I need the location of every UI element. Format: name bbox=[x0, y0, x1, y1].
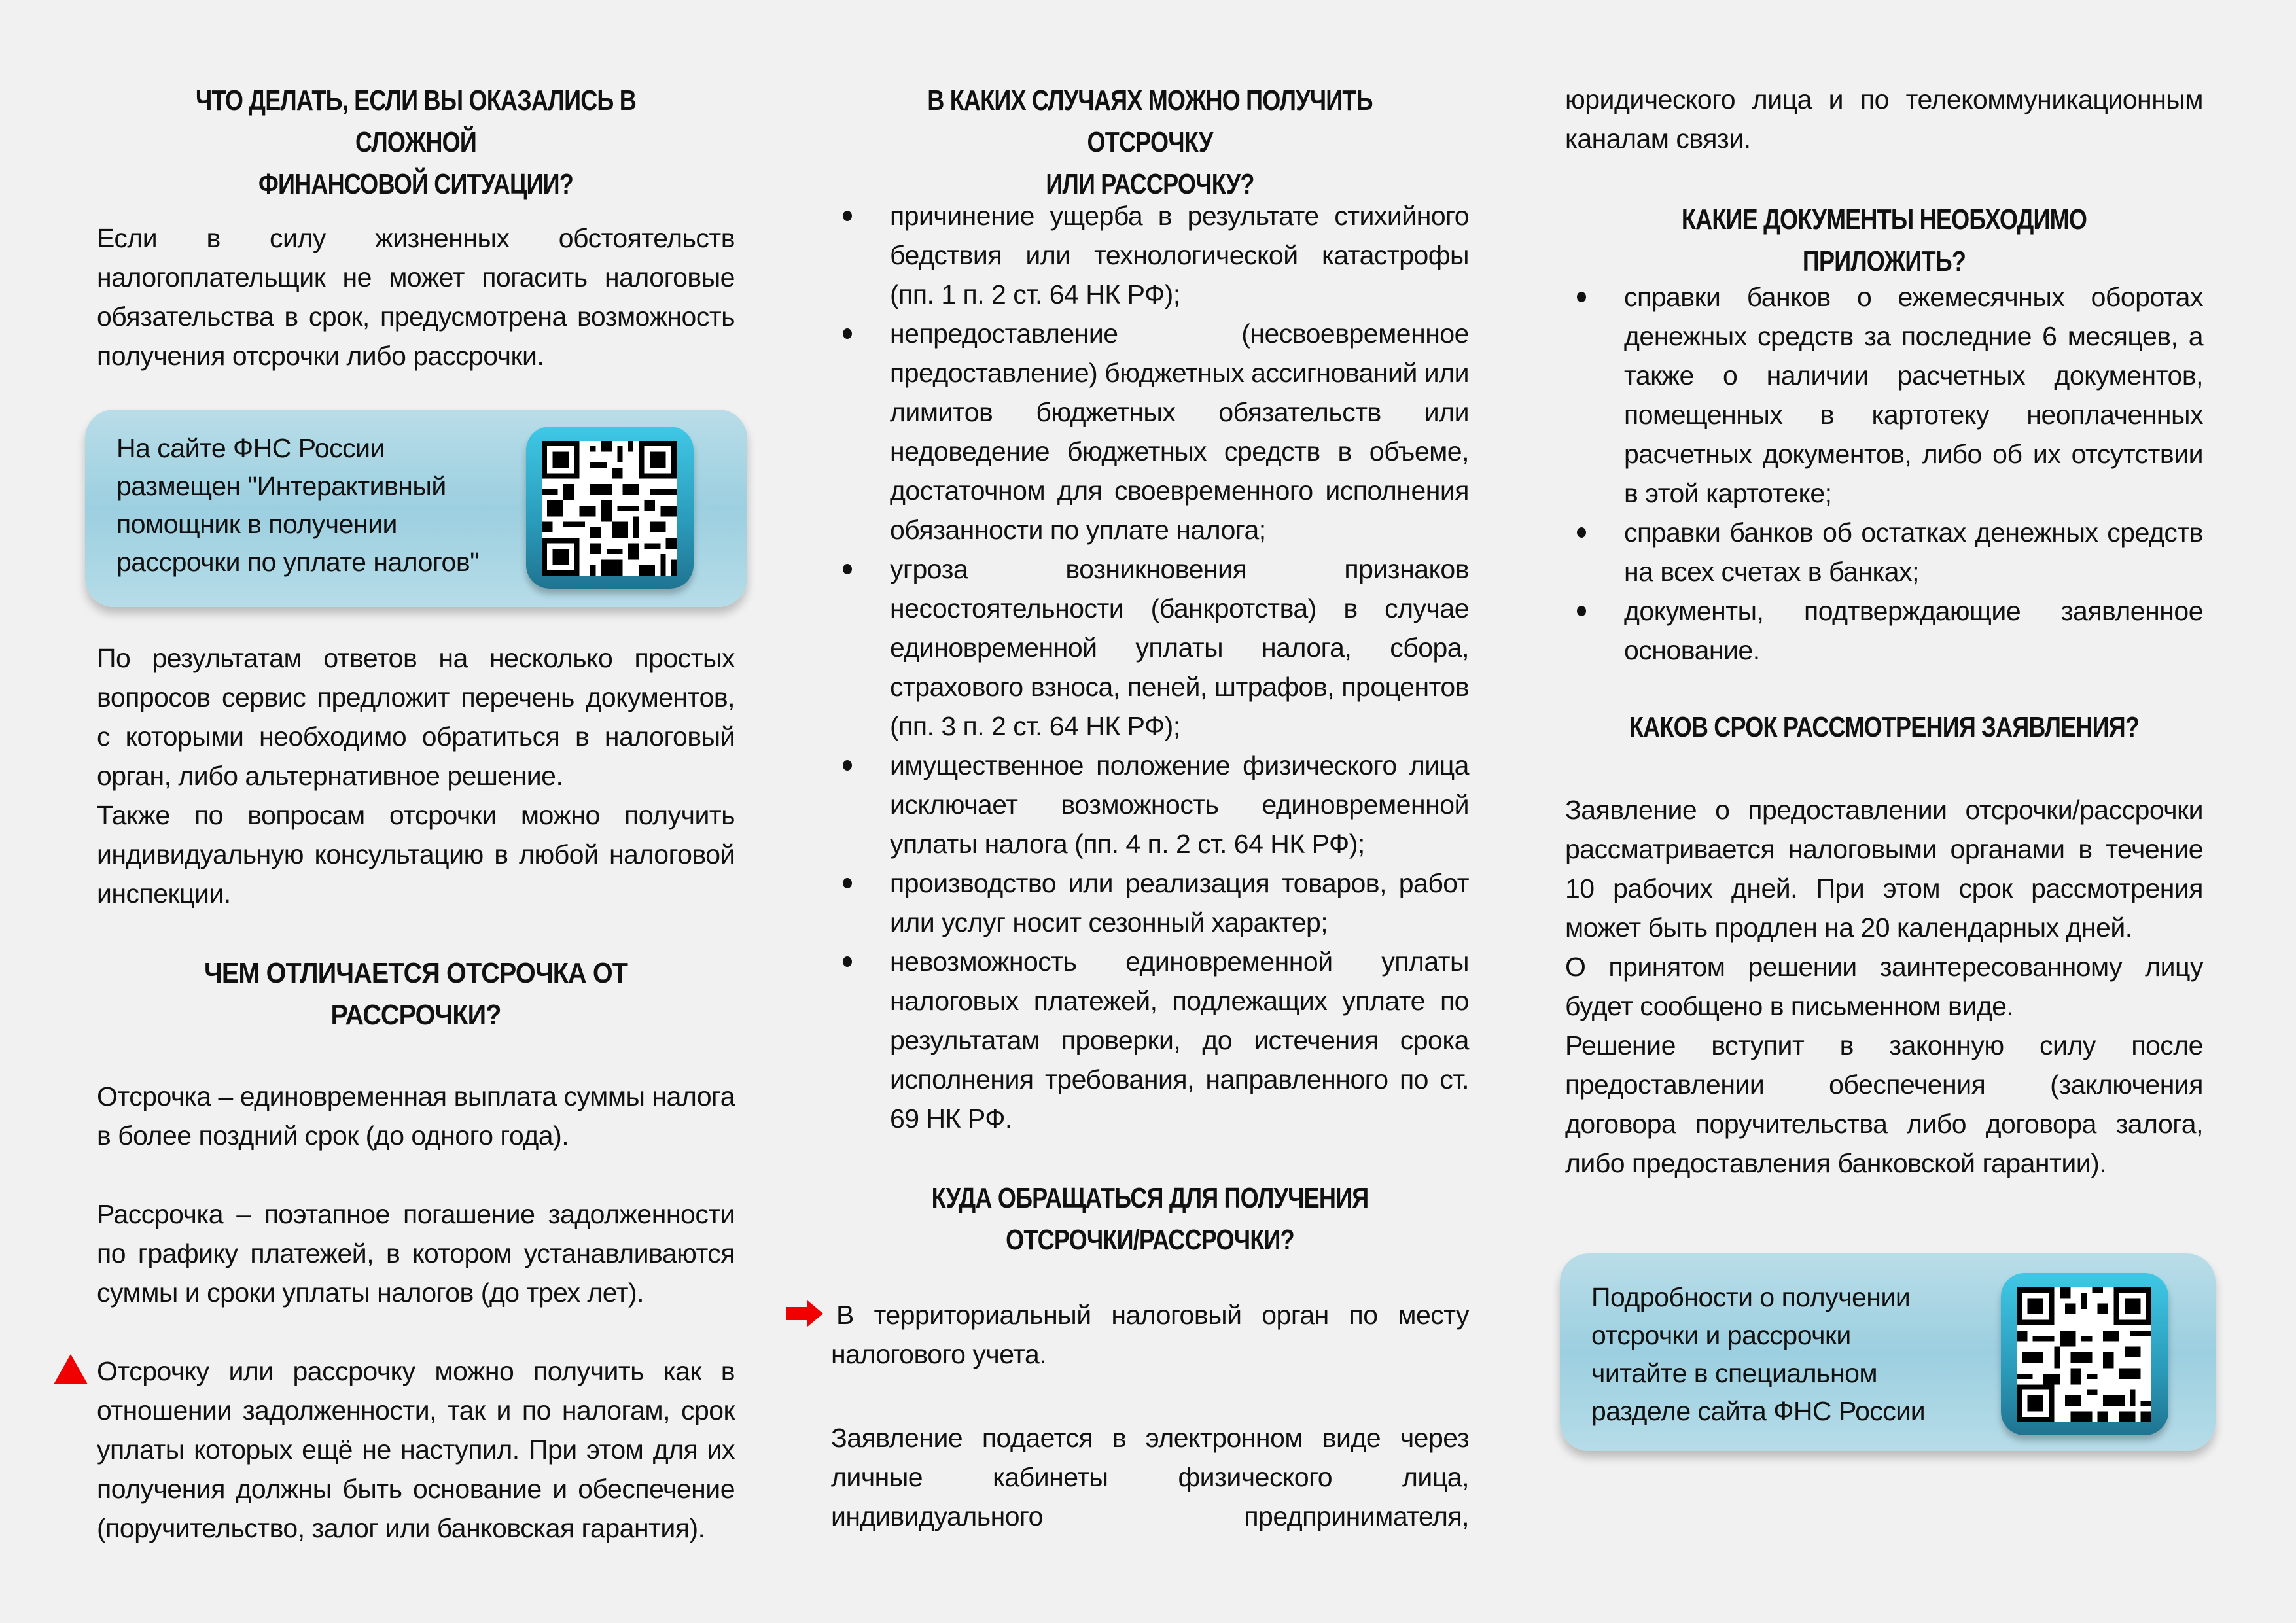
list-item: имущественное положение физического лица исключает возможность единовременной уплаты налога (пп. 4 п. 2 ст. 64 НК РФ); bbox=[831, 746, 1469, 864]
qr-code-frame[interactable] bbox=[2001, 1273, 2168, 1435]
details-info-box[interactable] bbox=[1560, 1253, 2216, 1451]
warning-triangle-icon bbox=[54, 1354, 88, 1384]
documents-list bbox=[1565, 277, 2203, 670]
list-item: угроза возникновения признаков несостоятельности (банкротства) в случае единовременной уплаты налога, сбора, страхового взноса, пеней, штрафов, процентов (пп. 3 п. 2 ст. 64 НК РФ); bbox=[831, 550, 1469, 746]
where-paragraph: В территориальный налоговый орган по месту налогового учета. bbox=[831, 1300, 1469, 1369]
bullet-icon bbox=[843, 328, 852, 339]
heading-line: ФИНАНСОВОЙ СИТУАЦИИ? bbox=[258, 168, 573, 200]
decision-effect-paragraph: Решение вступит в законную силу после предоставлении обеспечения (заключения договора поручительства либо договора залога, либо предоставления банковской гарантии). bbox=[1565, 1030, 2203, 1178]
review-term-section bbox=[1565, 790, 2203, 1183]
application-paragraph: Заявление подается в электронном виде через личные кабинеты физического лица, индивидуального предпринимателя, bbox=[831, 1423, 1469, 1531]
deferral-definition: Отсрочка – единовременная выплата суммы налога в более поздний срок (до одного года). bbox=[97, 1081, 735, 1151]
heading-line: КУДА ОБРАЩАТЬСЯ ДЛЯ ПОЛУЧЕНИЯ bbox=[931, 1182, 1369, 1214]
heading-line: КАКИЕ ДОКУМЕНТЫ НЕОБХОДИМО ПРИЛОЖИТЬ? bbox=[1681, 203, 2087, 277]
bullet-icon bbox=[843, 564, 852, 574]
heading-line: КАКОВ СРОК РАССМОТРЕНИЯ ЗАЯВЛЕНИЯ? bbox=[1629, 711, 2140, 743]
bullet-icon bbox=[843, 878, 852, 888]
bullet-icon bbox=[1577, 527, 1586, 538]
bullet-icon bbox=[843, 956, 852, 967]
installment-definition: Рассрочка – поэтапное погашение задолженности по графику платежей, в котором устанавливаются суммы и сроки уплаты налогов (до трех лет). bbox=[97, 1199, 735, 1308]
heading-deferral-vs-installment bbox=[97, 952, 735, 1036]
heading-line: ИЛИ РАССРОЧКУ? bbox=[1046, 168, 1254, 200]
review-term-paragraph: Заявление о предоставлении отсрочки/рассрочки рассматривается налоговыми органами в течение 10 рабочих дней. При этом срок рассмотрения может быть продлен на 20 календарных дней. bbox=[1565, 795, 2203, 943]
heading-line: ЧТО ДЕЛАТЬ, ЕСЛИ ВЫ ОКАЗАЛИСЬ В СЛОЖНОЙ bbox=[196, 84, 636, 158]
infobox-text: Подробности о получении отсрочки и рассрочки читайте в специальном разделе сайта ФНС России bbox=[1591, 1282, 1926, 1426]
cases-list bbox=[831, 196, 1469, 1138]
list-item: непредоставление (несвоевременное предоставление) бюджетных ассигнований или лимитов бюджетных обязательств или недоведение бюджетных средств в объеме, достаточном для своевременного исполнения обязанности по уплате налога; bbox=[831, 314, 1469, 550]
qr-code-icon[interactable] bbox=[2017, 1287, 2151, 1422]
bullet-icon bbox=[1577, 292, 1586, 302]
qr-code-icon[interactable] bbox=[542, 441, 677, 576]
heading-line: РАССРОЧКИ? bbox=[330, 999, 501, 1031]
warning-paragraph: Отсрочку или рассрочку можно получить как в отношении задолженности, так и по налогам, срок уплаты которых ещё не наступил. При этом для их получения должны быть основание и обеспечение (поручительство, залог или банковская гарантия). bbox=[97, 1356, 735, 1543]
qr-code-frame[interactable] bbox=[526, 427, 694, 589]
decision-notice-paragraph: О принятом решении заинтересованному лицу будет сообщено в письменном виде. bbox=[1565, 952, 2203, 1021]
list-item: справки банков об остатках денежных средств на всех счетах в банках; bbox=[1565, 513, 2203, 591]
heading-documents bbox=[1565, 199, 2203, 283]
list-item: невозможность единовременной уплаты налоговых платежей, подлежащих уплате по результатам проверки, до истечения срока исполнения требования, направленного по ст. 69 НК РФ. bbox=[831, 942, 1469, 1138]
infobox-text: На сайте ФНС России размещен "Интерактивный помощник в получении рассрочки по уплате налогов" bbox=[116, 433, 480, 577]
heading-line: ЧЕМ ОТЛИЧАЕТСЯ ОТСРОЧКА ОТ bbox=[203, 957, 628, 989]
red-arrow-icon bbox=[786, 1300, 823, 1327]
service-result-paragraph: По результатам ответов на несколько простых вопросов сервис предложит перечень документов, с которыми необходимо обратиться в налоговый орган, либо альтернативное решение. bbox=[97, 643, 735, 791]
list-item: производство или реализация товаров, работ или услуг носит сезонный характер; bbox=[831, 864, 1469, 942]
interactive-assistant-box[interactable] bbox=[85, 410, 747, 607]
intro-paragraph: Если в силу жизненных обстоятельств налогоплательщик не может погасить налоговые обязательства в срок, предусмотрена возможность получения отсрочки либо рассрочки. bbox=[97, 223, 735, 371]
bullet-icon bbox=[843, 211, 852, 221]
list-item: справки банков о ежемесячных оборотах денежных средств за последние 6 месяцев, а также о наличии расчетных документов, помещенных в картотеку неоплаченных расчетных документов, либо об их отсутствии в этой картотеке; bbox=[1565, 277, 2203, 513]
consultation-paragraph: Также по вопросам отсрочки можно получить индивидуальную консультацию в любой налоговой инспекции. bbox=[97, 800, 735, 909]
heading-line: ОТСРОЧКИ/РАССРОЧКИ? bbox=[1006, 1224, 1294, 1256]
bullet-icon bbox=[1577, 606, 1586, 616]
heading-review-term bbox=[1565, 707, 2203, 748]
heading-difficult-situation bbox=[97, 80, 735, 205]
bullet-icon bbox=[843, 760, 852, 771]
heading-where-to-apply bbox=[831, 1178, 1469, 1261]
heading-cases bbox=[831, 80, 1469, 205]
list-item: документы, подтверждающие заявленное основание. bbox=[1565, 591, 2203, 670]
application-continued: юридического лица и по телекоммуникационным каналам связи. bbox=[1565, 84, 2203, 154]
list-item: причинение ущерба в результате стихийного бедствия или технологической катастрофы (пп. 1 п. 2 ст. 64 НК РФ); bbox=[831, 196, 1469, 314]
heading-line: В КАКИХ СЛУЧАЯХ МОЖНО ПОЛУЧИТЬ ОТСРОЧКУ bbox=[927, 84, 1373, 158]
